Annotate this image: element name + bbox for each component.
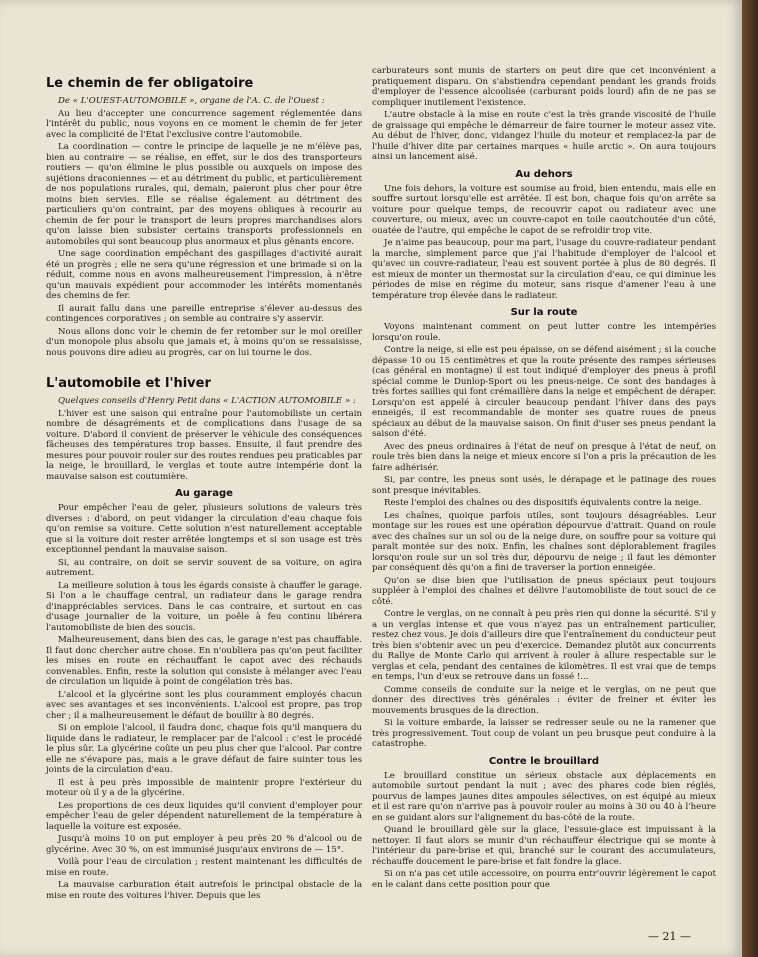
- paragraph: Il aurait fallu dans une pareille entreprise s'élever au-dessus des contingences corporatives ; on semble au contraire s'y asservir.: [46, 303, 362, 324]
- paragraph: Une fois dehors, la voiture est soumise au froid, bien entendu, mais elle en souffre surtout lorsqu'elle est arrêtée. Il est bon, chaque fois qu'on arrête sa voiture pour quelque temps, de recouvrir capot ou radiateur avec une couverture, ou mieux, avec un couvre-capot en toile caoutchoutée d'un côté, ouatée de l'autre, qui empêche le capot de se refroidir trop vite.: [372, 183, 716, 236]
- paragraph: Pour empêcher l'eau de geler, plusieurs solutions de valeurs très diverses : d'abord, on peut vidanger la circulation d'eau chaque fois qu'on remise sa voiture. Cette solution n'est naturellement acceptable que si la voiture doit rester arrêtée longtemps et si son usage est très exceptionnel pendant la mauvaise saison.: [46, 503, 362, 555]
- paragraph: Avec des pneus ordinaires à l'état de neuf on presque à l'état de neuf, on roule très bien dans la neige et mieux encore si l'on a pris la précaution de les faire adhérisér.: [372, 441, 716, 473]
- book-spine: [742, 0, 758, 957]
- paragraph: Si on emploie l'alcool, il faudra donc, chaque fois qu'il manquera du liquide dans le radiateur, le remplacer par de l'alcool : c'est le procédé le plus sûr. La glycérine coûte un peu plus cher que l'alcool. Par contre elle ne s'évapore pas, mais a le grave défaut de faire suinter tous les joints de la circulation d'eau.: [46, 723, 362, 775]
- paragraph: Contre le verglas, on ne connaît à peu près rien qui donne la sécurité. S'il y a un verglas intense et que vous n'ayez pas un entraînement particulier, restez chez vous. Je dois d'ailleurs dire que l'entraînement du conducteur peut très bien s'obtenir avec un peu d'exercice. Demandez plutôt aux concurrents du Rallye de Monte Carlo qui arrivent à rouler à allure respectable sur le verglas et cela, pendant des centaines de kilomètres. Il est vrai que de temps en temps, l'un d'eux se retrouve dans un fossé !...: [372, 609, 716, 682]
- paragraph: La meilleure solution à tous les égards consiste à chauffer le garage. Si l'on a le chauffage central, un radiateur dans le garage rendra d'inappréciables services. Dans le cas contraire, et surtout en cas d'usage journalier de la voiture, un poêle à feu continu libérera l'automobiliste de bien des soucis.: [46, 580, 362, 633]
- paragraph: Les proportions de ces deux liquides qu'il convient d'employer pour empêcher l'eau de geler dépendent naturellement de la température à laquelle la voiture est exposée.: [46, 800, 362, 832]
- article-title-automobile-hiver: L'automobile et l'hiver: [46, 376, 211, 391]
- section-title-au-dehors: Au dehors: [515, 168, 573, 180]
- paragraph: Contre la neige, si elle est peu épaisse, on se défend aisément ; si la couche dépasse 10 ou 15 centimètres et que la route présente des rampes sérieuses (cas général en montagne) il est tout indiqué d'employer des pneus à profil spécial comme le Dunlop-Sport ou les pneus-neige. Ce sont des bandages à très fortes saillies qui font crémaillère dans la neige et empêchent de déraper. Lorsqu'on est appelé à circuler beaucoup pendant l'hiver dans des pays enneigés, il est recommandable de monter ses quatre roues de pneus spéciaux au début de la mauvaise saison. On finit d'user ses pneus pendant la saison d'été.: [372, 345, 716, 439]
- paragraph: Malheureusement, dans bien des cas, le garage n'est pas chauffable. Il faut donc chercher autre chose. En n'oubliera pas qu'on peut faciliter les mises en route en réchauffant le capot avec des réchauds convenables. Enfin, reste la solution qui consiste à mélanger avec l'eau de circulation un liquide à point de congélation très bas.: [46, 635, 362, 687]
- paragraph: Qu'on se dise bien que l'utilisation de pneus spéciaux peut toujours suppléer à l'emploi des chaînes et délivre l'automobiliste de tout souci de ce côté.: [372, 575, 716, 607]
- article-title-chemin-de-fer: Le chemin de fer obligatoire: [46, 76, 254, 91]
- article-source: Quelques conseils d'Henry Petit dans « L'ACTION AUTOMOBILE » :: [58, 396, 356, 406]
- paragraph: Si, par contre, les pneus sont usés, le dérapage et le patinage des roues sont presque inévitables.: [372, 475, 716, 496]
- page-number: — 21 —: [648, 930, 691, 943]
- paragraph: L'autre obstacle à la mise en route c'est la très grande viscosité de l'huile de graissage qui empêche le démarreur de faire tourner le moteur assez vite. Au début de l'hiver, donc, vidangez l'huile du moteur et remplacez-la par de l'huile d'hiver dite par certaines marques « huile arctic ». On aura toujours ainsi un lancement aisé.: [372, 110, 716, 162]
- article-source: De « L'OUEST-AUTOMOBILE », organe de l'A. C. de l'Ouest :: [58, 96, 325, 106]
- paragraph: Jusqu'à moins 10 on put employer à peu près 20 % d'alcool ou de glycérine. Avec 30 %, on est immunisé jusqu'aux environs de — 15°.: [46, 834, 362, 855]
- paragraph: Les chaînes, quoique parfois utiles, sont toujours désagréables. Leur montage sur les roues est une opération dépourvue d'attrait. Quand on roule avec des chaînes sur un sol ou de la neige dure, on souffre pour sa voiture qui paraît montée sur des noix. Enfin, les chaînes sont déplorablement fragiles lorsqu'on roule sur un sol très dur, dépourvu de neige ; il faut les démonter par conséquent dès qu'on a fini de traverser la portion enneigée.: [372, 510, 716, 573]
- spacer: [46, 360, 362, 370]
- paragraph: Si, au contraire, on doit se servir souvent de sa voiture, on agira autrement.: [46, 557, 362, 578]
- paragraph: La mauvaise carburation était autrefois le principal obstacle de la mise en route des voitures l'hiver. Depuis que les: [46, 880, 362, 901]
- paragraph: carburateurs sont munis de starters on peut dire que cet inconvénient a pratiquement disparu. On s'abstiendra cependant pendant les grands froids d'employer de l'essence alcoolisée (carburant poids lourd) afin de ne pas se compliquer inutilement l'existence.: [372, 66, 716, 108]
- paragraph: L'alcool et la glycérine sont les plus couramment employés chacun avec ses avantages et ses inconvénients. L'alcool est propre, pas trop cher ; il a malheureusement le défaut de bouillir à 80 degrés.: [46, 689, 362, 721]
- paragraph: Nous allons donc voir le chemin de fer retomber sur le mol oreiller d'un monopole plus absolu que jamais et, à moins qu'on se ressaisisse, nous pouvons dire adieu au progrès, car on lui tourne le dos.: [46, 326, 362, 358]
- paragraph: Si la voiture embarde, la laisser se redresser seule ou ne la ramener que très progressivement. Tout coup de volant un peu brusque peut conduire à la catastrophe.: [372, 718, 716, 749]
- left-column: [46, 70, 362, 903]
- paragraph: Une sage coordination empêchant des gaspillages d'activité aurait été un progrès ; elle ne sera qu'une régression et une brimade si on la réduit, comme nous en avons malheureusement l'impression, à n'être qu'un mauvais expédient pour accommoder les intérêts momentanés des chemins de fer.: [46, 249, 362, 301]
- section-title-au-garage: Au garage: [175, 488, 233, 499]
- paragraph: Voilà pour l'eau de circulation ; restent maintenant les difficultés de mise en route.: [46, 857, 362, 878]
- paragraph: La coordination — contre le principe de laquelle je ne m'élève pas, bien au contraire — se réalise, en effet, sur le dos des transporteurs routiers — qu'on élimine le plus possible ou auxquels on impose des sujétions draconiennes — et au détriment du public, et particulièrement de nos populations rurales, qui, demain, paieront plus cher pour être moins bien servies. Elle se réalise également au détriment des particuliers qu'on contraint, par des moyens obliques à recourir au chemin de fer pour le transport de leurs propres marchandises alors qu'on laisse bien subsister certains transports professionnels en automobiles qui sont beaucoup plus anormaux et plus gênants encore.: [46, 142, 362, 247]
- paragraph: Reste l'emploi des chaînes ou des dispositifs équivalents contre la neige.: [384, 498, 702, 508]
- paragraph: Au lieu d'accepter une concurrence sagement réglementée dans l'intérêt du public, nous voyons en ce moment le chemin de fer jeter avec la complicité de l'Etat l'exclusive contre l'automobile.: [46, 108, 362, 140]
- paragraph: Je n'aime pas beaucoup, pour ma part, l'usage du couvre-radiateur pendant la marche, simplement parce que j'ai l'habitude d'employer de l'alcool et qu'avec un couvre-radiateur, l'eau est souvent portée à plus de 80 degrés. Il est mieux de monter un thermostat sur la circulation d'eau, ce qui diminue les périodes de mise en régime du moteur, sans risque d'amener l'eau à une température trop élevée dans le radiateur.: [372, 238, 716, 301]
- paragraph: Quand le brouillard gèle sur la glace, l'essuie-glace est impuissant à la nettoyer. Il faut alors se munir d'un réchauffeur électrique qui se monte à l'intérieur du pare-brise et qui, branché sur le courant des accumulateurs, réchauffe doucement le pare-brise et fait fondre la glace.: [372, 825, 716, 867]
- paragraph: Le brouillard constitue un sérieux obstacle aux déplacements en automobile surtout pendant la nuit ; avec des phares code bien réglés, pourvus de lampes jaunes dites ampoules sélectives, on est équipé au mieux et il est rare qu'on n'arrive pas à pouvoir rouler au moins à 30 ou 40 à l'heure en se guidant alors sur l'alignement du bas-côté de la route.: [372, 770, 716, 823]
- paragraph: Comme conseils de conduite sur la neige et le verglas, on ne peut que donner des directives très générales : éviter de freiner et éviter les mouvements brusques de la direction.: [372, 684, 716, 716]
- paragraph: Si on n'a pas cet utile accessoire, on pourra entr'ouvrir légèrement le capot en le calant dans cette position pour que: [372, 869, 716, 890]
- paragraph: L'hiver est une saison qui entraîne pour l'automobiliste un certain nombre de désagréments et de complications dans l'usage de sa voiture. D'abord il convient de préserver le véhicule des conséquences fâcheuses des températures trop basses. Ensuite, il faut prendre des mesures pour pouvoir rouler sur des routes rendues peu praticables par la neige, le brouillard, le verglas et toute autre intempérie dont la mauvaise saison est coutumière.: [46, 408, 362, 482]
- section-title-contre-le-brouillard: Contre le brouillard: [488, 755, 600, 767]
- paragraph: Il est à peu près impossible de maintenir propre l'extérieur du moteur où il y a de la glycérine.: [46, 777, 362, 798]
- right-column: [372, 66, 716, 892]
- paragraph: Voyons maintenant comment on peut lutter contre les intempéries lorsqu'on roule.: [372, 322, 716, 343]
- section-title-sur-la-route: Sur la route: [510, 307, 578, 318]
